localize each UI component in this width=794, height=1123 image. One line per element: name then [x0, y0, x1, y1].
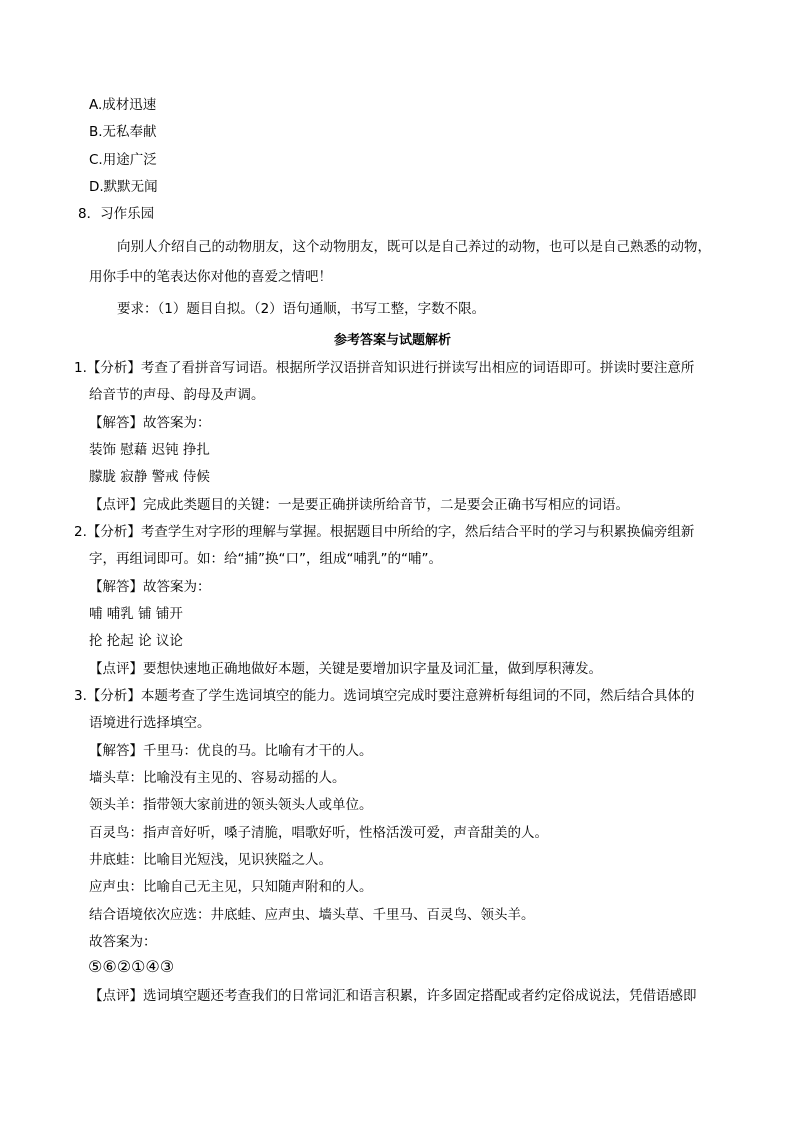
a1-analysis-line1: 1.【分析】考查了看拼音写词语。根据所学汉语拼音知识进行拼读写出相应的词语即可。拼读时要注意所: [74, 360, 695, 376]
a1-answer-line2: 朦胧 寂静 警戒 侍候: [89, 469, 210, 485]
option-b: B.无私奉献: [89, 124, 157, 140]
a1-comment: 【点评】完成此类题目的关键：一是要正确拼读所给音节，二是要会正确书写相应的词语。: [89, 497, 629, 513]
a1-answer-line1: 装饰 慰藉 迟钝 挣扎: [89, 442, 210, 458]
a2-analysis-line2: 字，再组词即可。如：给“捕”换“口”，组成“哺乳”的“哺”。: [89, 551, 442, 567]
option-d: D.默默无闻: [89, 179, 158, 195]
a3-answer-line1: 【解答】千里马：优良的马。比喻有才干的人。: [89, 743, 373, 759]
q8-heading: 8．习作乐园: [78, 206, 155, 222]
a2-answer-line2: 抡 抡起 论 议论: [89, 633, 183, 649]
a3-comment: 【点评】选词填空题还考查我们的日常词汇和语言积累，许多固定搭配或者约定俗成说法，凭借语感即: [89, 988, 697, 1004]
option-a: A.成材迅速: [89, 97, 157, 113]
q8-prompt-line2: 用你手中的笔表达你对他的喜爱之情吧！: [89, 269, 332, 285]
a3-answer-symbols: ⑤⑥②①④③: [88, 957, 175, 976]
option-c: C.用途广泛: [89, 152, 157, 168]
q8-prompt-line1: 向别人介绍自己的动物朋友，这个动物朋友，既可以是自己养过的动物，也可以是自己熟悉的动物，: [117, 239, 711, 255]
a3-analysis-line1: 3.【分析】本题考查了学生选词填空的能力。选词填空完成时要注意辨析每组词的不同，然后结合具体的: [74, 688, 695, 704]
a3-order: 结合语境依次应选：井底蛙、应声虫、墙头草、千里马、百灵鸟、领头羊。: [89, 907, 535, 923]
a3-definition: 井底蛙：比喻目光短浅，见识狭隘之人。: [89, 852, 332, 868]
a3-definition: 百灵鸟：指声音好听，嗓子清脆，唱歌好听，性格活泼可爱，声音甜美的人。: [89, 825, 548, 841]
a2-answer-label: 【解答】故答案为：: [89, 579, 211, 595]
a2-comment: 【点评】要想快速地正确地做好本题，关键是要增加识字量及词汇量，做到厚积薄发。: [89, 661, 602, 677]
answer-section-title: 参考答案与试题解析: [334, 333, 452, 348]
a3-definition: 领头羊：指带领大家前进的领头领头人或单位。: [89, 797, 373, 813]
q8-requirements: 要求：（1）题目自拟。（2）语句通顺，书写工整，字数不限。: [117, 301, 486, 317]
a1-answer-label: 【解答】故答案为：: [89, 415, 211, 431]
a2-analysis-line1: 2.【分析】考查学生对字形的理解与掌握。根据题目中所给的字，然后结合平时的学习与积累换偏旁组新: [74, 524, 695, 540]
a3-answer-label: 故答案为：: [89, 934, 157, 950]
a1-analysis-line2: 给音节的声母、韵母及声调。: [89, 387, 265, 403]
a3-analysis-line2: 语境进行选择填空。: [89, 715, 211, 731]
a3-definition: 墙头草：比喻没有主见的、容易动摇的人。: [89, 770, 346, 786]
a2-answer-line1: 哺 哺乳 铺 铺开: [89, 606, 183, 622]
a3-definition: 应声虫：比喻自己无主见，只知随声附和的人。: [89, 879, 373, 895]
